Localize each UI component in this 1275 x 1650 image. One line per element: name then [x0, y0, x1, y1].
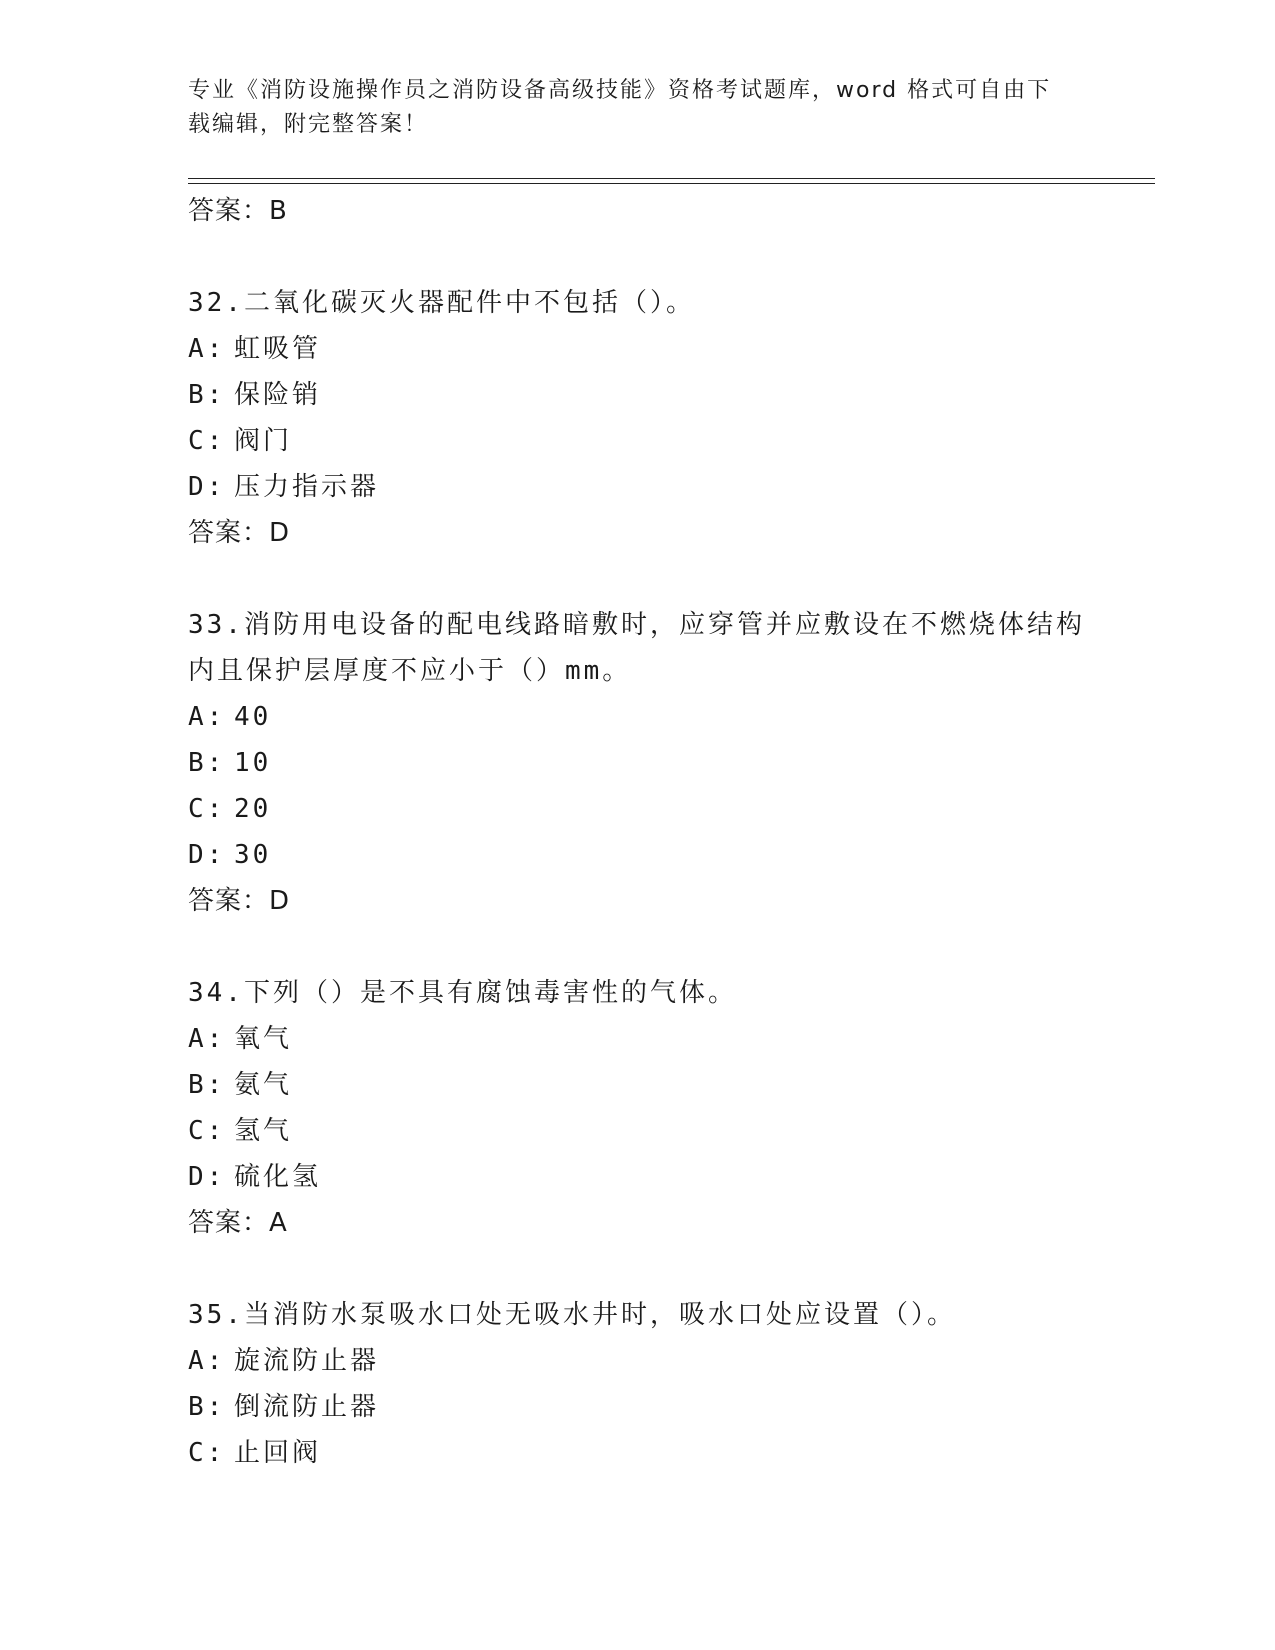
spacer: [188, 556, 1088, 602]
option-text: 氢气: [234, 1116, 293, 1146]
option-letter: A:: [188, 1346, 226, 1376]
header-line-2: 载编辑，附完整答案！: [188, 112, 429, 137]
option-text: 压力指示器: [234, 472, 380, 502]
option-text: 40: [234, 702, 272, 732]
question-text-line-1: 33.消防用电设备的配电线路暗敷时，应穿管并应敷设在不燃烧体结构: [188, 610, 1085, 640]
question-32: [188, 280, 1088, 556]
option-text: 虹吸管: [234, 334, 322, 364]
option-a: [188, 326, 1088, 372]
option-d: [188, 464, 1088, 510]
option-text: 保险销: [234, 380, 322, 410]
option-letter: D:: [188, 1162, 226, 1192]
option-text: 20: [234, 794, 272, 824]
answer-line: 答案：A: [188, 1208, 288, 1238]
answer-line: 答案：D: [188, 518, 291, 548]
option-letter: C:: [188, 1116, 226, 1146]
option-text: 氧气: [234, 1024, 293, 1054]
option-a: [188, 1016, 1088, 1062]
option-d: [188, 832, 1088, 878]
answer-line: 答案：D: [188, 886, 291, 916]
document-header: [188, 74, 1088, 142]
question-list: [188, 188, 1088, 1476]
option-c: [188, 418, 1088, 464]
option-a: [188, 694, 1088, 740]
option-c: [188, 1430, 1088, 1476]
option-text: 氨气: [234, 1070, 293, 1100]
option-letter: B:: [188, 1392, 226, 1422]
option-d: [188, 1154, 1088, 1200]
option-letter: A:: [188, 702, 226, 732]
option-c: [188, 786, 1088, 832]
question-text-line-2: 内且保护层厚度不应小于（）mm。: [188, 656, 632, 686]
header-divider-top: [188, 178, 1155, 179]
spacer: [188, 924, 1088, 970]
spacer: [188, 1246, 1088, 1292]
header-line-1: 专业《消防设施操作员之消防设备高级技能》资格考试题库，word 格式可自由下: [188, 78, 1052, 103]
spacer: [188, 234, 1088, 280]
option-c: [188, 1108, 1088, 1154]
option-b: [188, 1062, 1088, 1108]
option-b: [188, 740, 1088, 786]
option-text: 30: [234, 840, 272, 870]
option-text: 倒流防止器: [234, 1392, 380, 1422]
option-b: [188, 372, 1088, 418]
option-letter: C:: [188, 794, 226, 824]
option-letter: B:: [188, 380, 226, 410]
option-letter: A:: [188, 334, 226, 364]
previous-answer: 答案：B: [188, 196, 288, 226]
header-divider-bottom: [188, 183, 1155, 184]
option-text: 10: [234, 748, 272, 778]
option-letter: D:: [188, 840, 226, 870]
question-34: [188, 970, 1088, 1246]
option-text: 旋流防止器: [234, 1346, 380, 1376]
option-text: 阀门: [234, 426, 293, 456]
option-b: [188, 1384, 1088, 1430]
option-letter: C:: [188, 1438, 226, 1468]
option-text: 止回阀: [234, 1438, 322, 1468]
question-text: 34.下列（）是不具有腐蚀毒害性的气体。: [188, 978, 737, 1008]
question-35: [188, 1292, 1088, 1476]
option-a: [188, 1338, 1088, 1384]
question-text: 32.二氧化碳灭火器配件中不包括（）。: [188, 288, 695, 318]
option-letter: B:: [188, 748, 226, 778]
option-letter: D:: [188, 472, 226, 502]
option-letter: A:: [188, 1024, 226, 1054]
question-33: [188, 602, 1088, 924]
option-letter: C:: [188, 426, 226, 456]
option-letter: B:: [188, 1070, 226, 1100]
question-text: 35.当消防水泵吸水口处无吸水井时，吸水口处应设置（）。: [188, 1300, 956, 1330]
option-text: 硫化氢: [234, 1162, 322, 1192]
